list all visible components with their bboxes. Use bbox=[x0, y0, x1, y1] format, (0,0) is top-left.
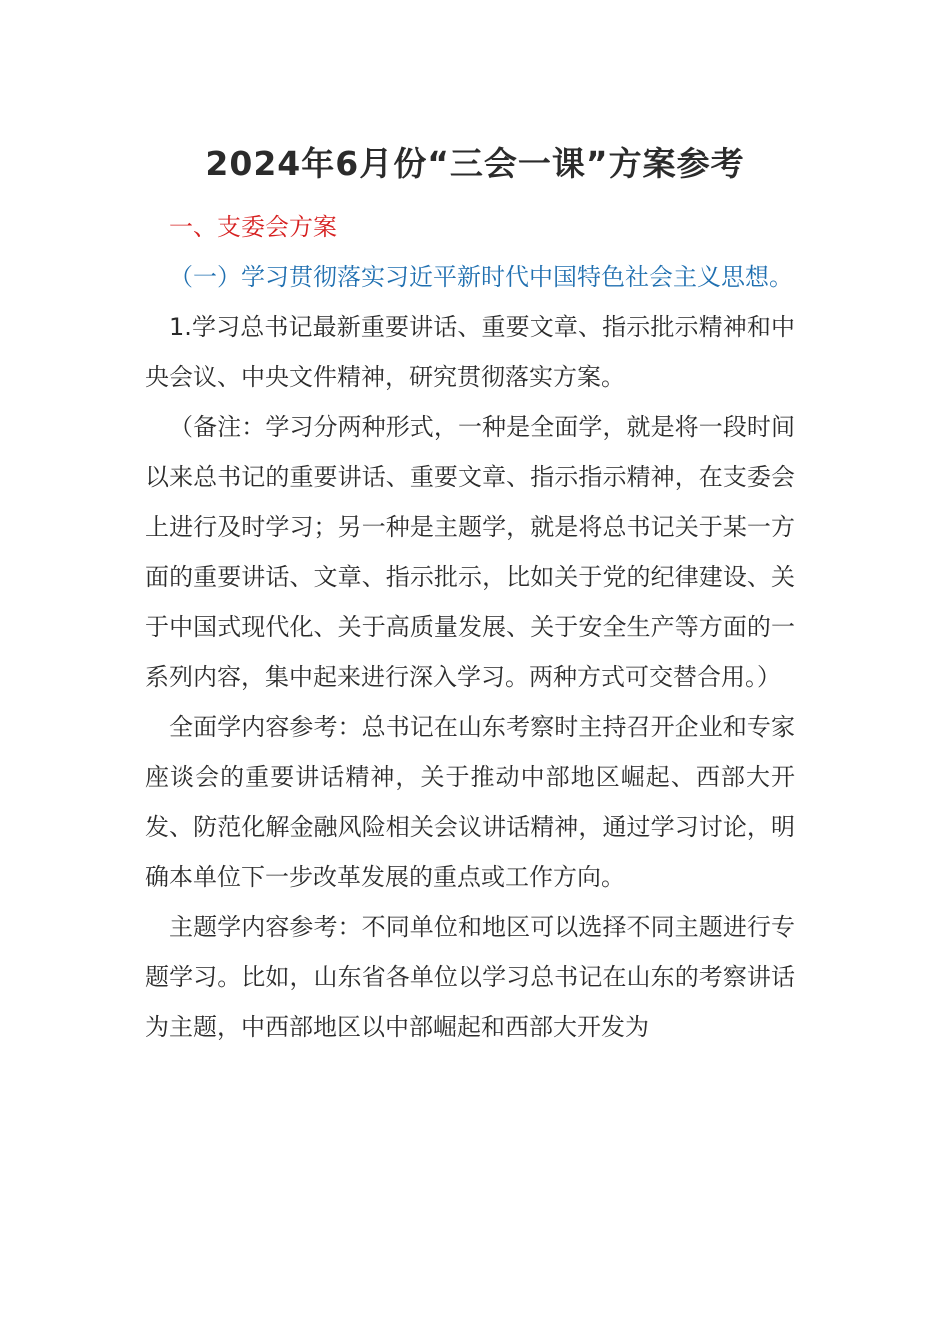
document-body bbox=[145, 202, 795, 1052]
section-heading: 一、支委会方案 bbox=[169, 213, 337, 241]
paragraph: （备注：学习分两种形式，一种是全面学，就是将一段时间以来总书记的重要讲话、重要文章、指示指示精神，在支委会上进行及时学习；另一种是主题学，就是将总书记关于某一方面的重要讲话、文章、指示批示，比如关于党的纪律建设、关于中国式现代化、关于高质量发展、关于安全生产等方面的一系列内容，集中起来进行深入学习。两种方式可交替合用。） bbox=[145, 413, 795, 691]
subsection-heading: （一）学习贯彻落实习近平新时代中国特色社会主义思想。 bbox=[169, 263, 793, 291]
paragraph: 全面学内容参考：总书记在山东考察时主持召开企业和专家座谈会的重要讲话精神，关于推动中部地区崛起、西部大开发、防范化解金融风险相关会议讲话精神，通过学习讨论，明确本单位下一步改革发展的重点或工作方向。 bbox=[145, 713, 795, 891]
paragraph: 1.学习总书记最新重要讲话、重要文章、指示批示精神和中央会议、中央文件精神，研究贯彻落实方案。 bbox=[145, 313, 795, 391]
document-title: 2024年6月份“三会一课”方案参考 bbox=[205, 144, 745, 183]
paragraph: 主题学内容参考：不同单位和地区可以选择不同主题进行专题学习。比如，山东省各单位以学习总书记在山东的考察讲话为主题，中西部地区以中部崛起和西部大开发为 bbox=[145, 913, 795, 1041]
